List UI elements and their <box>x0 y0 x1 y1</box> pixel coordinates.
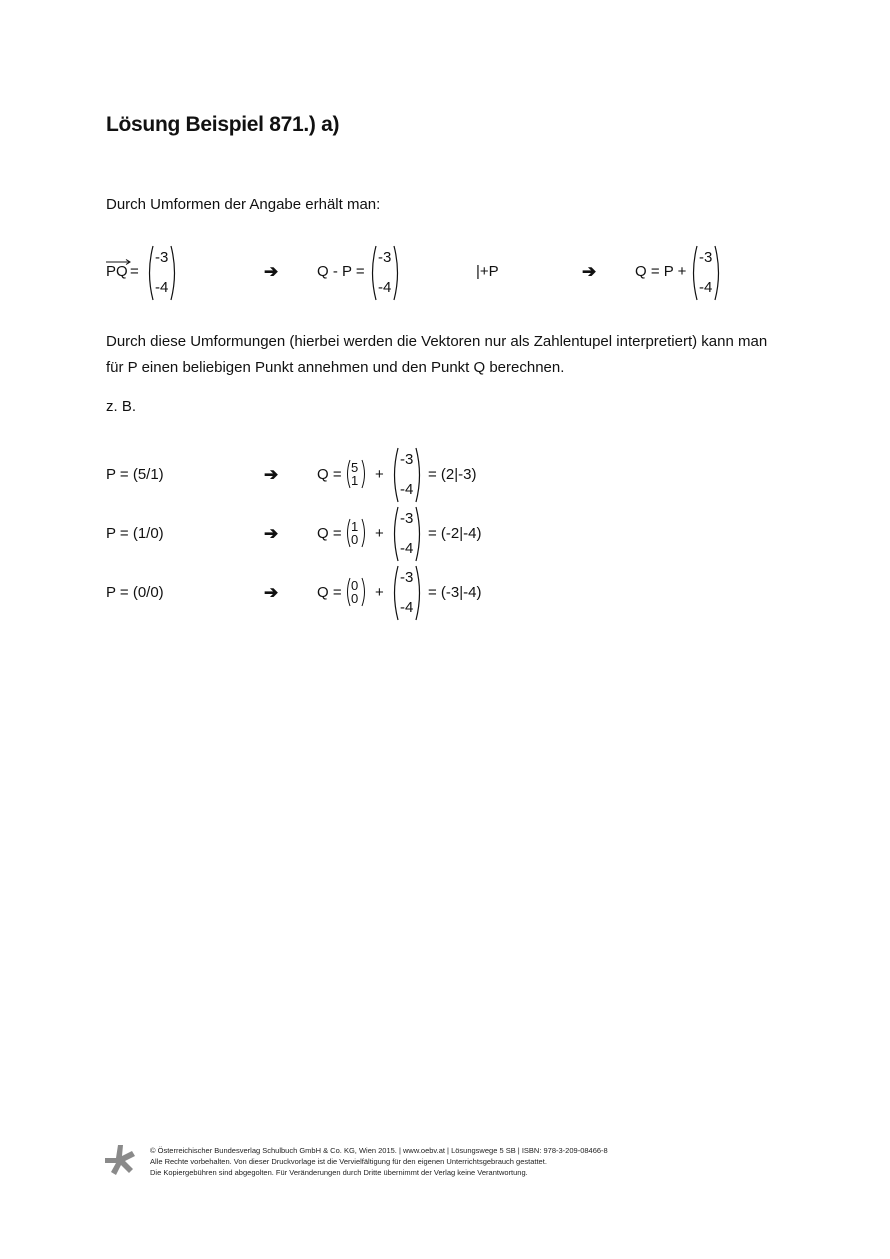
vector-top: -3 <box>378 249 392 266</box>
implies-arrow-icon: ➔ <box>264 583 279 602</box>
page-title: Lösung Beispiel 871.) a) <box>106 113 340 136</box>
footer-rights: Alle Rechte vorbehalten. Von dieser Druckvorlage ist die Vervielfältigung für den eigenen Unterrichtsgebrauch gestattet. <box>150 1157 547 1166</box>
q-label: Q = <box>317 584 342 601</box>
vector-bottom: -4 <box>155 279 169 296</box>
implies-arrow-icon: ➔ <box>264 465 279 484</box>
explanation-line-1: Durch diese Umformungen (hierbei werden die Vektoren nur als Zahlentupel interpretiert) kann man <box>106 333 768 350</box>
implies-arrow-icon: ➔ <box>582 262 597 281</box>
point-vector-bottom: 0 <box>351 591 359 606</box>
q-equals-p-plus-label: Q = P + <box>635 263 687 280</box>
result: = (-2|-4) <box>428 525 482 542</box>
pq-label: PQ <box>106 263 128 280</box>
q-minus-p-label: Q - P = <box>317 263 365 280</box>
point-vector-top: 0 <box>351 578 359 593</box>
footer-copyright: © Österreichischer Bundesverlag Schulbuch GmbH & Co. KG, Wien 2015. | www.oebv.at | Lösungswege 5 SB | ISBN: 978-3-209-08466-8 <box>150 1146 608 1155</box>
point-p: P = (1/0) <box>106 525 164 542</box>
plus-sign: + <box>375 584 384 601</box>
vector-top: -3 <box>400 510 414 527</box>
point-vector <box>345 459 367 489</box>
vector-top: -3 <box>155 249 169 266</box>
intro-text: Durch Umformen der Angabe erhält man: <box>106 196 381 213</box>
difference-vector <box>391 505 423 563</box>
plus-sign: + <box>375 466 384 483</box>
vector-bottom: -4 <box>699 279 713 296</box>
footer-disclaimer: Die Kopiergebühren sind abgegolten. Für Veränderungen durch Dritte übernimmt der Verlag keine Verantwortung. <box>150 1168 528 1177</box>
difference-vector <box>391 446 423 504</box>
point-vector <box>345 577 367 607</box>
plus-p-operation: |+P <box>476 263 499 280</box>
vector-top: -3 <box>699 249 713 266</box>
point-vector-bottom: 1 <box>351 473 359 488</box>
pq-equals: = <box>130 263 139 280</box>
vector-top: -3 <box>400 451 414 468</box>
example-label: z. B. <box>106 398 137 415</box>
vector-top: -3 <box>400 569 414 586</box>
point-vector <box>345 518 367 548</box>
vector-bottom: -4 <box>400 481 414 498</box>
point-vector-top: 1 <box>351 519 359 534</box>
point-p: P = (5/1) <box>106 466 164 483</box>
explanation-line-2: für P einen beliebigen Punkt annehmen und den Punkt Q berechnen. <box>106 359 565 376</box>
implies-arrow-icon: ➔ <box>264 262 279 281</box>
implies-arrow-icon: ➔ <box>264 524 279 543</box>
vector-pq <box>146 244 178 302</box>
result: = (-3|-4) <box>428 584 482 601</box>
point-p: P = (0/0) <box>106 584 164 601</box>
publisher-logo-icon <box>104 1144 136 1176</box>
vector-bottom: -4 <box>400 599 414 616</box>
vector-q-equals <box>690 244 722 302</box>
point-vector-bottom: 0 <box>351 532 359 547</box>
vector-bottom: -4 <box>400 540 414 557</box>
result: = (2|-3) <box>428 466 477 483</box>
q-label: Q = <box>317 466 342 483</box>
plus-sign: + <box>375 525 384 542</box>
difference-vector <box>391 564 423 622</box>
point-vector-top: 5 <box>351 460 359 475</box>
vector-bottom: -4 <box>378 279 392 296</box>
q-label: Q = <box>317 525 342 542</box>
vector-q-minus-p <box>369 244 401 302</box>
